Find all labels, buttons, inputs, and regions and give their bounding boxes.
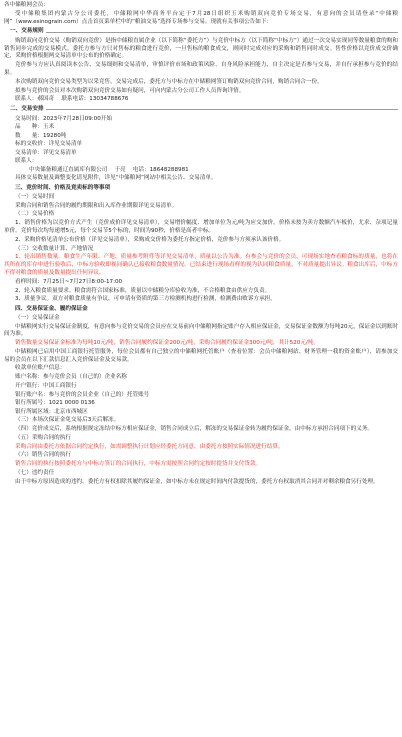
s4-sign: （四）竞价成交后，系统根据规定冻结中标方相应保证金，销售合同成立后，解冻的交易保证金转为履约保证金，由中标方承担合同项下的义务。	[15, 425, 374, 432]
s6-heading: （六）销售合同的执行	[15, 452, 71, 459]
phone-label: 联系电话：	[61, 96, 90, 103]
account-number-label: 银行所属号：	[15, 400, 49, 407]
seller-value: 详见交易清单	[42, 149, 77, 156]
quantity-line	[4, 133, 398, 141]
variety-line	[4, 124, 398, 132]
quantity-label: 数 量：	[15, 132, 43, 139]
variety-label: 品 种：	[15, 124, 43, 131]
account-holder-label: 银行账户名：	[15, 391, 49, 398]
account-holder-value: 参与竞价的会员企业（自己的）托管账号	[48, 391, 150, 398]
contact-unit-label: 联系人：	[15, 158, 38, 165]
section-1-title: 一、交易规则	[10, 28, 44, 35]
variety-value: 玉米	[42, 124, 55, 131]
bid-note: 具体交易数量及调整变化请见附件，详见“中储粮网”网站中相关公告、交易清单。	[15, 175, 217, 182]
account-number	[4, 400, 398, 408]
account-bank	[4, 383, 398, 391]
quantity-value: 19280吨	[42, 132, 67, 139]
s5-heading: （五）采购合同的执行	[15, 434, 71, 441]
s3-2-1-text: 1、销售价格为以竞价方式产生（竞价成价详见交易清单），交易增价幅度、增加单位为元/吨为应交加价。价格未按为卖方数额汽车板价，尤求、杂项记量单价。竞价每次均每递增5元，每个交易节5个标的，时间为90秒，价格是高者中标。	[4, 220, 398, 235]
rules-paragraph-1: 购销双向竞价交易（购销双向竞价）是指中储粮直属企业（以下简称“委托方”）与竞价中标方（以下简称“中标方”）通过一次交易实现同等数量粮食的购和销售同步完成的交易模式。委托方参与方只对售标的粮食进行竞价，一旦售标的粮食成交，则同时完成对应的采购和销售同时成交。售性价格以竞价成交价确定，采购价格根据两交易清单中公布的价格确定。	[4, 37, 398, 60]
s6-text: 销售合同的执行按照委托方与中标方签订的合同执行，中标方需按照合同约定按时提货并支付货款。	[15, 461, 262, 468]
greeting: 各中储粮网会员：	[4, 2, 49, 8]
seller-line	[4, 150, 398, 158]
contact-unit-name: 中央储备粮通辽直属库有限公司	[29, 166, 108, 173]
seller-label: 交易清单：	[15, 149, 43, 156]
account-holder	[4, 392, 398, 400]
s3-1-heading: （一）交易时间	[15, 193, 55, 200]
section-3-title: 三、竞价时间、价格及竞卖标的等事项	[15, 185, 111, 192]
s5-text: 采购合同由委托方依据合同约定执行，如需调整执行计划应经委托方同意，由委托方按照实际情况进行结算。	[15, 443, 284, 450]
s3-3-2-text: 2、轮入粮食质量要求。粮食需符合国家标准，质量以中储粮分库验收为准，不合格粮食由供应方负责。	[15, 287, 271, 294]
account-bank-label: 开户银行：	[15, 383, 43, 390]
section-2-rule	[46, 109, 398, 110]
s3-1-text: 采购合同和销售合同的履约期限和出入库作业期限详见交易清单。	[15, 202, 178, 209]
s3-3-3-text: 3、质量争议。双方对粮食质量有争议，可申请有资质的第三方检测机构进行检测，检测费由败诉方承担。	[15, 296, 276, 303]
contact-line	[4, 96, 398, 104]
s3-3-viewing-time: 看样时间：7月25日~7月27日8:00-17:00	[15, 278, 123, 285]
trade-time: 交易时间：2023年7月28日09:00开始	[15, 115, 112, 122]
rules-paragraph-4: 拟参与竞价的会员对本次购销双向竞价交易如有疑问，可向内蒙古分公司工作人员咨询详情。	[15, 87, 245, 94]
s4-1-3-text: 中储粮网已启用中国工商银行托管服务，每位会员都有自己独立的中储粮网托管账户（查看位置：会员中储粮网站、财务管理一我的资金账户），请参加交易的会员在以下汇款信息汇入竞价保证金及交易款。	[4, 348, 398, 363]
rules-paragraph-2: 竞价参与方应认真阅读本公告、交易细则和交易清单，审慎评价市场和政策风险、自身风险承担能力，自主决定是否参与交易，并自行承担参与竞价的结果。	[4, 62, 398, 76]
section-4-title: 四、交易保证金、履约保证金	[15, 306, 88, 313]
section-1-heading	[4, 28, 398, 36]
s3-3-heading: （三）交收数量计算、产地情况	[15, 245, 94, 252]
contact-unit-tel-label: 电话：	[132, 166, 150, 173]
rules-paragraph-3: 本次购销双向竞价交易类型为以采竞售，交易完成后，委托方与中标方在中储粮网签订购销双向竞价合同，购销合同合一份。	[15, 78, 323, 85]
phone-number: 13034788676	[89, 96, 129, 103]
s3-3-text: 1、轮出销售数量。粮食生产年限、产地、质量参考附件等详见交易清单，质量以公告为准。有参会与竞价的会员，可现场实地查看粮食标的质量，也将在其所在的库存中进行验收后，中标方验收即视同确认已接收粮食数量情况。已结束进行现场看样的视为认同粮食质量，不对质量提出异议。粮食出库后，中标方不得对粮食的质量及数量提出任何异议。	[4, 254, 398, 276]
section-2-heading	[4, 106, 398, 114]
contact-unit-line	[4, 167, 398, 175]
section-1-rule	[46, 32, 398, 33]
s3-2-heading: （二）交易价格	[15, 211, 55, 218]
account-city	[4, 409, 398, 417]
contact-name: 郝国奇	[37, 96, 55, 103]
s4-note: （三）本场次保证金免交易后3天后解冻。	[15, 417, 120, 424]
s3-2-2-text: 2、采购价格见清单公布价格（详见交易清单），采购成交价格为委托方指定价格，竞价参与方须承认该价格。	[15, 236, 285, 243]
s7-text: 由于中标方原因造成的违约，委托方有权扣除其履约保证金，如中标方未在规定时间内付款提货的，委托方有权取消其合同并对剩余粮食另行处理。	[15, 478, 379, 485]
intro-paragraph: 受中储粮集团内蒙古分公司委托，中储粮网中华商务平台定于7月28日组织玉米购销双向竞价专场交易，有意向的会员请登录“中储粮网”（www.esinograin.com）点击首页菜单栏中的“粮油交易”选择专场参与交易。现就有关事项公告如下：	[4, 10, 398, 25]
s4-1-text: 中储粮网实行交易保证金制度，有意向参与竞价交易的会员应在交易前向中储粮网指定账户存入相应保证金，交易保证金数额为每吨20元，保证金以到账时间为准。	[4, 323, 398, 338]
s7-heading: （七）违约责任	[15, 470, 55, 477]
account-number-value: 1021 0000 0136	[48, 400, 95, 407]
s4-1-heading: （一）交易保证金	[15, 314, 60, 321]
section-2-title: 二、交易安排	[10, 106, 44, 113]
account-title: 收款单位账户信息：	[15, 365, 66, 372]
contact-label: 联系人：	[15, 96, 38, 103]
account-bank-value: 中国工商银行	[42, 383, 77, 390]
detail-line: 标的交收价：详见交易清单	[15, 141, 83, 148]
contact-unit-tel: 18648288981	[149, 166, 189, 173]
s4-1-2-text: 销售数量交易保证金标准为每吨10元/吨，销售合同履约保证金200元/吨，采购合同履约保证金300元/吨，其计520元/吨。	[15, 340, 320, 347]
contact-unit-person: 于亮	[114, 166, 126, 173]
account-city-label: 银行所属区域：	[15, 408, 55, 415]
account-subtitle: 账户名称：参与竞价会员（自己的）企业名称	[15, 374, 127, 381]
account-city-value: 北京市西城区	[54, 408, 88, 415]
